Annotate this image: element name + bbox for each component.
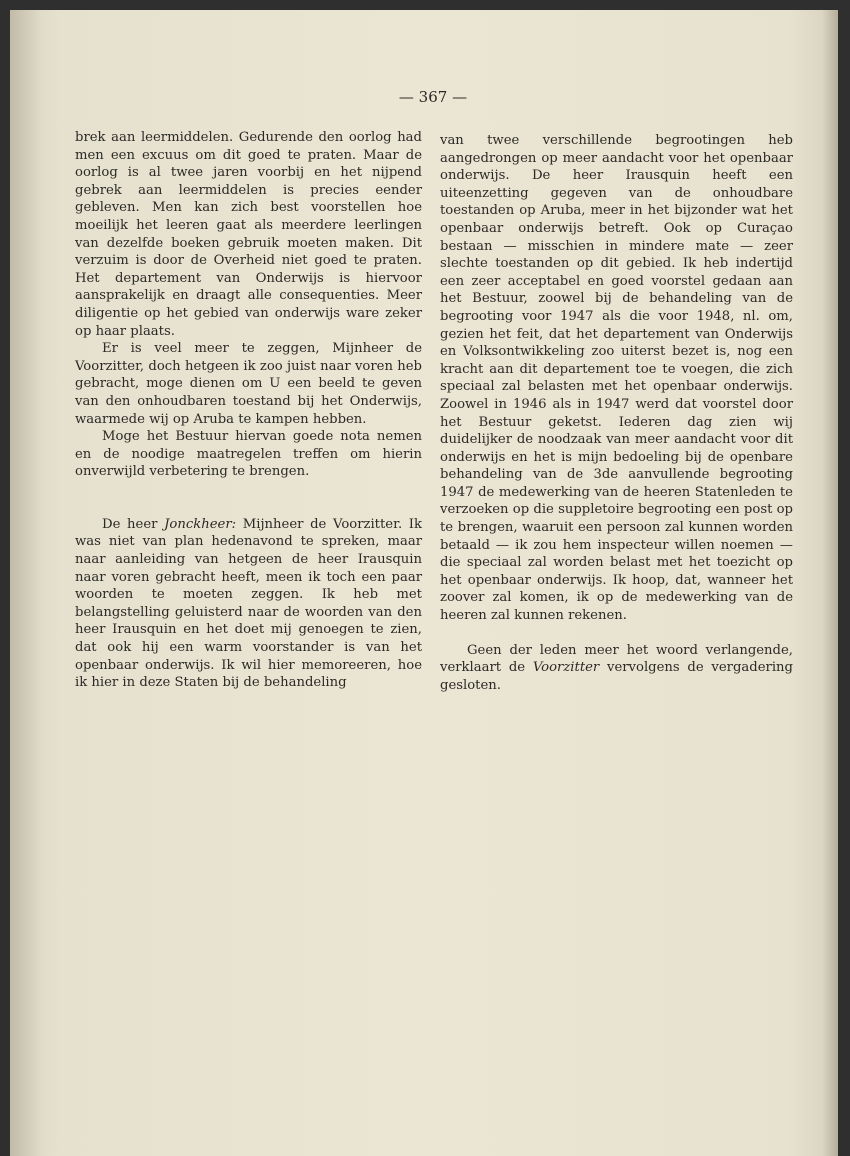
page-edge-shadow — [822, 10, 838, 1156]
page-binding-shadow — [10, 10, 42, 1156]
paragraph-left-4 — [75, 516, 422, 692]
right-column — [440, 132, 793, 694]
speaker-intro: De heer — [102, 516, 165, 532]
chairman-name: Voorzitter — [532, 660, 600, 676]
speech-text: Mijnheer de Voorzitter. Ik was niet van plan hedenavond te spreken, maar naar aanleiding van hetgeen de heer Irausquin naar voren gebracht heeft, meen ik toch een paar woorden te moeten zeggen. Ik heb met belangstelling geluisterd naar de woorden van den heer Irausquin en het doet mij genoegen te zien, dat ook hij een warm voorstander is van het openbaar onderwijs. Ik wil hier memoreeren, hoe ik hier in deze Staten bij de behandeling — [75, 516, 422, 691]
closing-intro: Geen der leden meer het woord verlangende, verklaart de — [440, 642, 793, 676]
closing-text: vervolgens de vergadering gesloten. — [440, 660, 793, 693]
paragraph-left-3: Moge het Bestuur hiervan goede nota nemen en de noodige maatregelen treffen om hierin onverwijld verbetering te brengen. — [75, 429, 422, 480]
page-number: — 367 — — [398, 88, 468, 106]
left-column — [75, 129, 422, 692]
speaker-name: Jonckheer: — [164, 516, 237, 532]
paragraph-right-2 — [440, 642, 793, 695]
paragraph-left-2: Er is veel meer te zeggen, Mijnheer de Voorzitter, doch hetgeen ik zoo juist naar voren heb gebracht, moge dienen om U een beeld te geven van den onhoudbaren toestand bij het Onderwijs, waarmede wij op Aruba te kampen hebben. — [75, 341, 422, 427]
paragraph-left-1: brek aan leermiddelen. Gedurende den oorlog had men een excuus om dit goed te praten. Maar de oorlog is al twee jaren voorbij en het nijpend gebrek aan leermiddelen is precies eender gebleven. Men kan zich best voorstellen hoe moeilijk het leeren gaat als meerdere leerlingen van dezelfde boeken gebruik moeten maken. Dit verzuim is door de Overheid niet goed te praten. Het departement van Onderwijs is hiervoor aansprakelijk en draagt alle consequenties. Meer diligentie op het gebied van onderwijs ware zeker op haar plaats. — [75, 130, 422, 339]
paragraph-right-1: van twee verschillende begrootingen heb aangedrongen op meer aandacht voor het openbaar onderwijs. De heer Irausquin heeft een uiteenzetting gegeven van de onhoudbare toestanden op Aruba, meer in het bijzonder wat het openbaar onderwijs betreft. Ook op Curaçao bestaan — misschien in mindere mate — zeer slechte toestanden op dit gebied. Ik heb indertijd een zeer acceptabel en goed voorstel gedaan aan het Bestuur, zoowel bij de behandeling van de begrooting voor 1947 als die voor 1948, nl. om, gezien het feit, dat het departement van Onderwijs en Volksontwikkeling zoo uiterst bezet is, nog een kracht aan dit departement toe te voegen, die zich speciaal zal belasten met het openbaar onderwijs. Zoowel in 1946 als in 1947 werd dat voorstel door het Bestuur geketst. Iederen dag zien wij duidelijker de noodzaak van meer aandacht voor dit onderwijs en het is mijn bedoeling bij de openbare behandeling van de 3de aanvullende begrooting 1947 de medewerking van de heeren Statenleden te verzoeken op die suppletoire begrooting een post op te brengen, waaruit een persoon zal kunnen worden betaald — ik zou hem inspecteur willen noemen — die speciaal zal worden belast met het toezicht op het openbaar onderwijs. Ik hoop, dat, wanneer het zoover zal komen, ik op de medewerking van de heeren zal kunnen rekenen. — [440, 133, 793, 624]
